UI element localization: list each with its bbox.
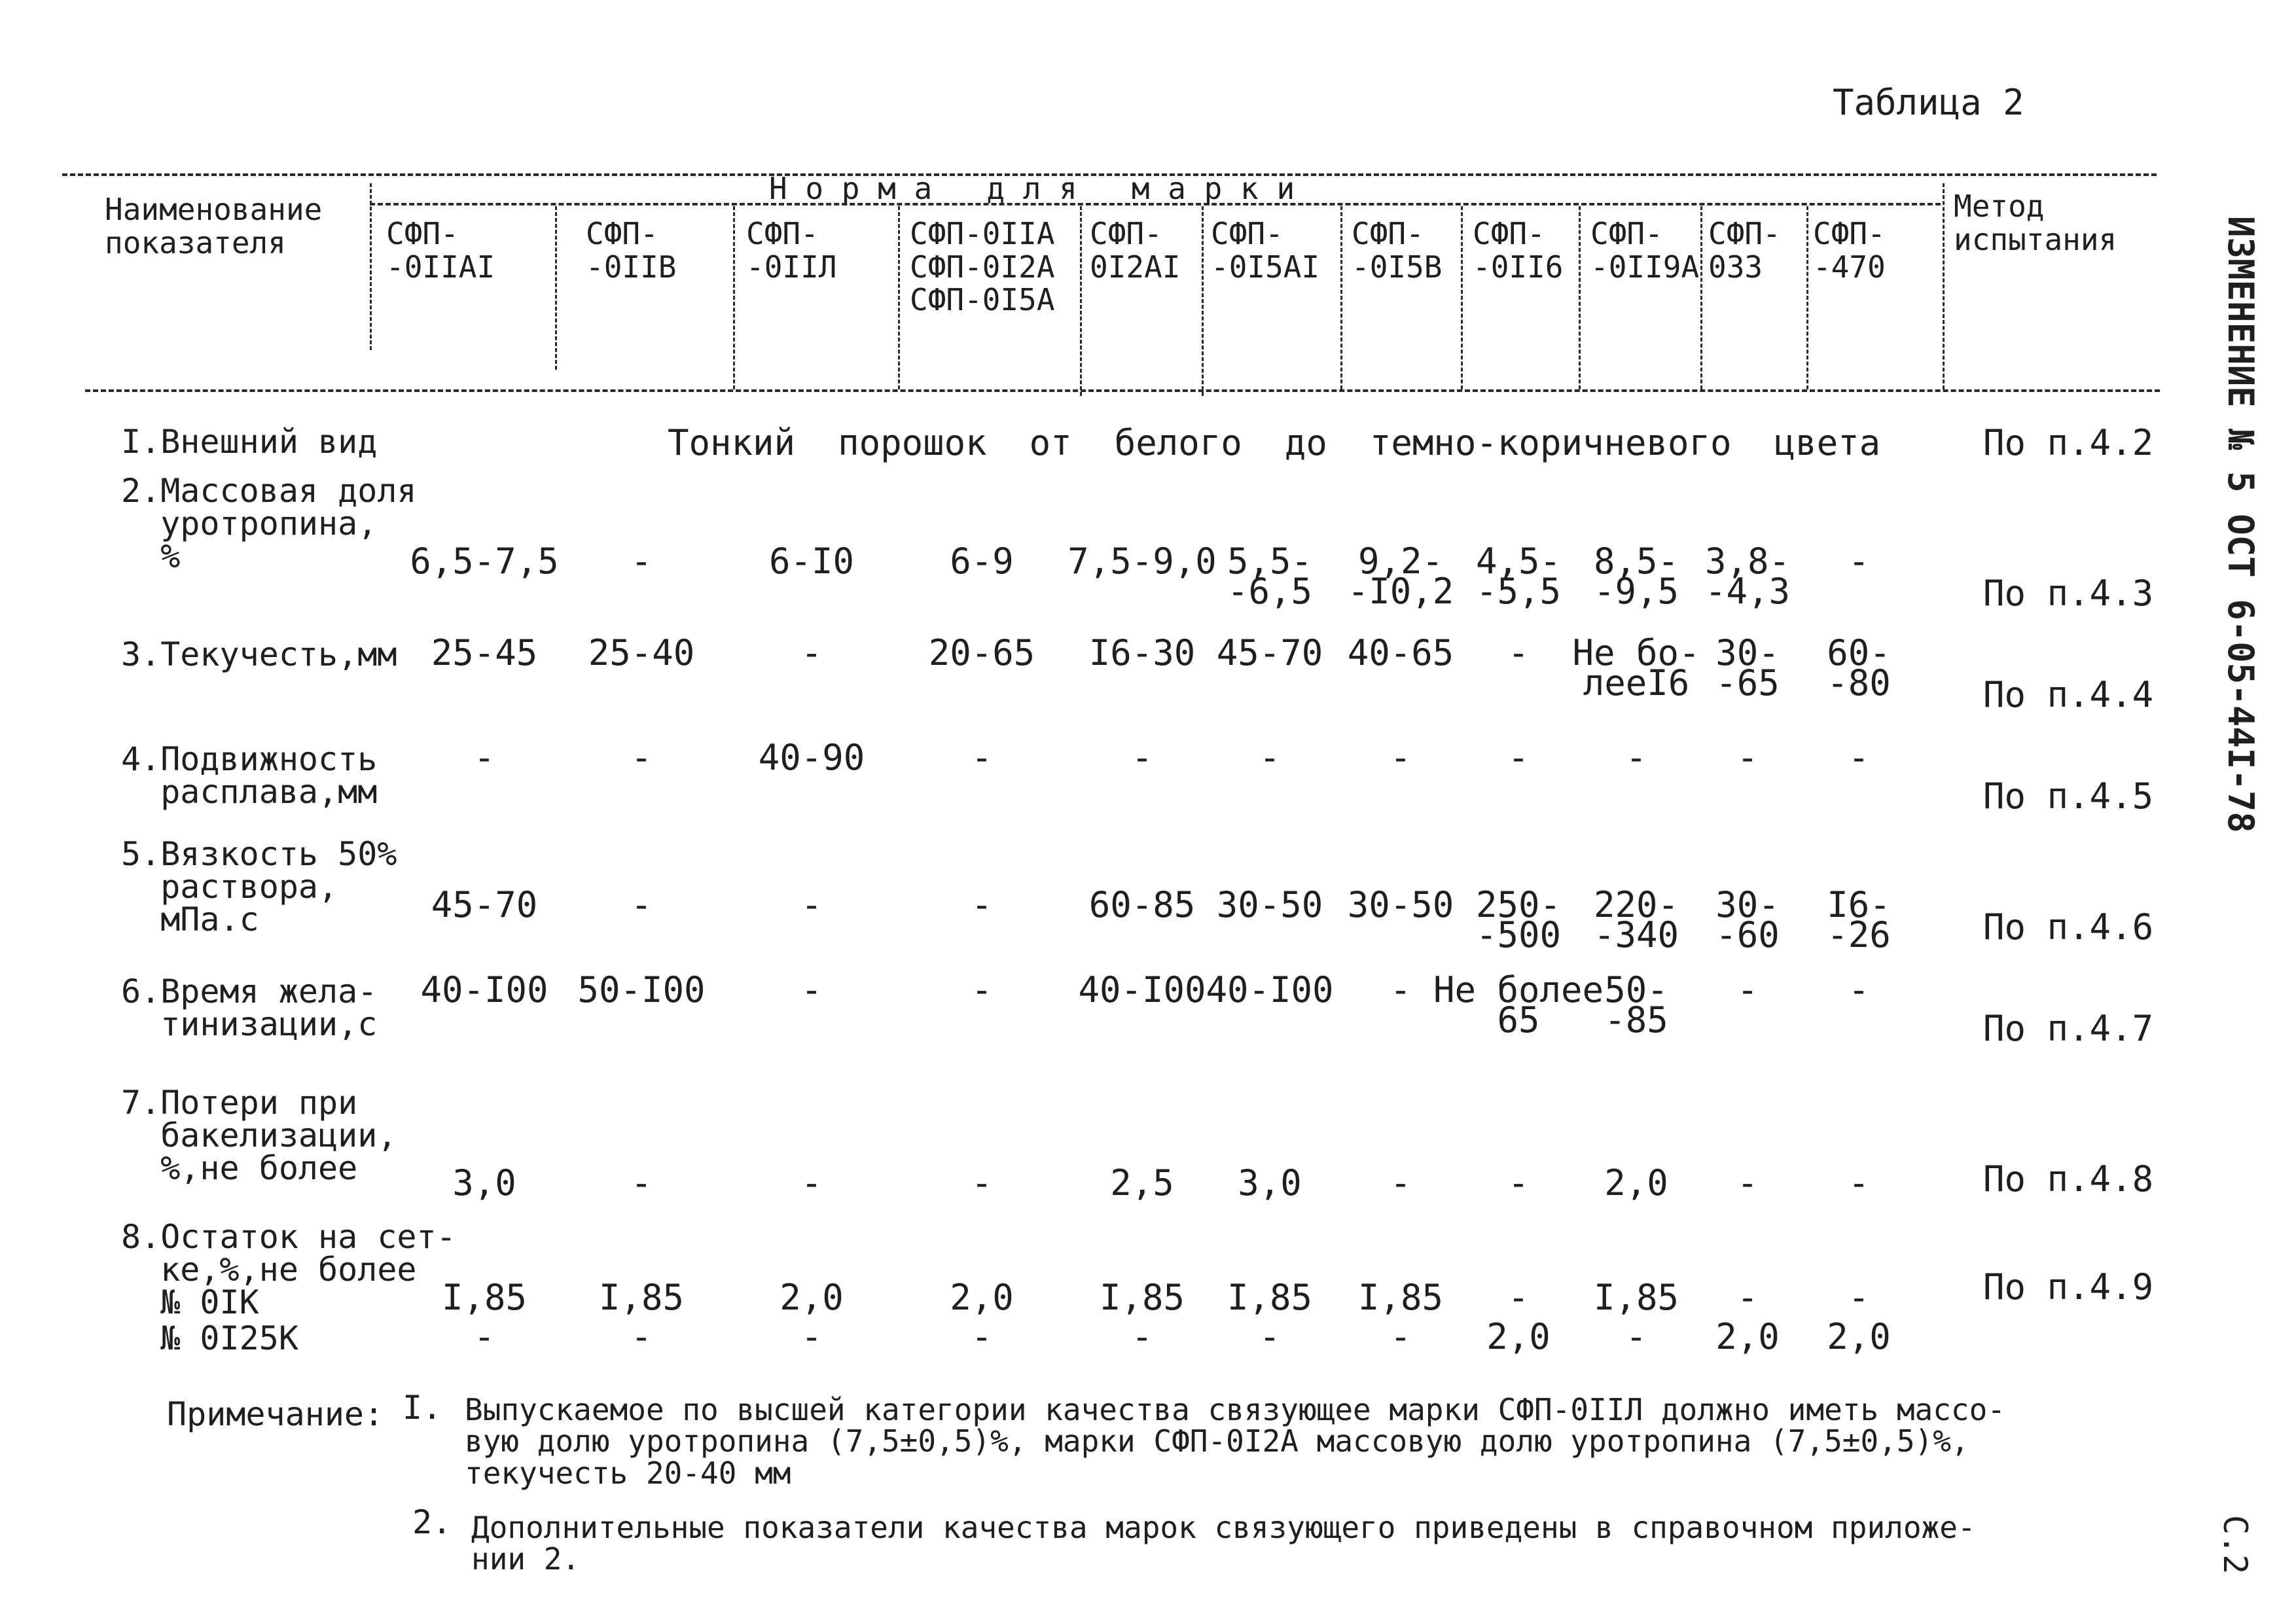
header-bottom-rule	[85, 389, 2160, 392]
table-cell	[1507, 1277, 1530, 1318]
table-cell	[1357, 1277, 1444, 1318]
cell-line: -500	[1475, 914, 1562, 955]
method-cell: По п.4.3	[1983, 573, 2154, 614]
cell-line: -	[1736, 737, 1759, 778]
grade-header-line: 0I2AI	[1090, 249, 1181, 285]
grade-header	[1813, 217, 1886, 283]
cell-line: 50-	[1604, 969, 1668, 1010]
cell-line: -	[800, 1162, 823, 1204]
cell-line: 45-70	[431, 884, 538, 925]
cell-line: 220-	[1593, 884, 1679, 925]
grade-header-line: СФП-	[1590, 216, 1663, 251]
column-divider	[1461, 206, 1463, 389]
grade-header	[586, 217, 676, 283]
grade-header-line: -0I5B	[1352, 249, 1443, 285]
cell-line: -	[1848, 1162, 1870, 1204]
indicator-header: Наименование показателя	[105, 192, 323, 260]
cell-line: -	[971, 737, 993, 778]
table-cell	[800, 884, 823, 925]
cell-line: 25-40	[588, 632, 695, 673]
cell-line: -	[473, 737, 495, 778]
cell-line: 30-	[1715, 632, 1780, 673]
cell-line: 40-I00	[420, 969, 548, 1010]
table-cell	[800, 969, 823, 1010]
method-cell: По п.4.5	[1983, 776, 2154, 817]
cell-line: -	[800, 884, 823, 925]
cell-line: 2,0	[1715, 1316, 1780, 1357]
grade-header-line: СФП-	[1813, 216, 1886, 251]
grade-header-line: -0II9A	[1590, 249, 1700, 285]
table-cell	[1704, 541, 1791, 612]
table-cell	[1486, 1316, 1551, 1357]
table-cell	[1848, 969, 1870, 1010]
table-cell	[1390, 1162, 1412, 1204]
table-cell	[1848, 737, 1870, 778]
cell-line: -85	[1604, 999, 1668, 1041]
table-cell	[800, 632, 823, 673]
cell-line: -6,5	[1227, 570, 1313, 612]
cell-line: 8,5-	[1593, 541, 1679, 582]
cell-line: -65	[1715, 662, 1780, 704]
table-cell	[928, 632, 1035, 673]
cell-line: 2,0	[780, 1277, 844, 1318]
grade-header-line: СФП-	[1352, 216, 1424, 251]
table-cell	[800, 1162, 823, 1204]
cell-line: 40-I00	[1078, 969, 1206, 1010]
table-cell	[1227, 1277, 1313, 1318]
table-cell	[758, 737, 865, 778]
table-cell	[1507, 1162, 1530, 1204]
cell-line: 9,2-	[1357, 541, 1444, 582]
table-cell	[420, 969, 548, 1010]
method-cell: По п.4.2	[1983, 422, 2154, 463]
row-label: 7.Потери при бакелизации, %,не более	[121, 1084, 397, 1187]
table-cell	[452, 1162, 516, 1204]
table-cell	[1736, 737, 1759, 778]
table-cell	[950, 1277, 1014, 1318]
cell-line: 50-I00	[577, 969, 706, 1010]
grade-header	[1590, 217, 1699, 283]
cell-line: -	[1390, 969, 1412, 1010]
table-cell	[1067, 541, 1217, 582]
row-label: № 0I25K	[121, 1319, 298, 1357]
cell-line: -	[800, 1316, 823, 1357]
table-cell	[1110, 1162, 1174, 1204]
cell-line: -26	[1827, 914, 1891, 955]
cell-line: 30-	[1715, 884, 1780, 925]
cell-line: 3,8-	[1704, 541, 1791, 582]
table-cell	[1347, 541, 1454, 612]
cell-line: -	[1259, 1316, 1281, 1357]
table-cell	[800, 1316, 823, 1357]
table-cell	[1099, 1277, 1185, 1318]
table-cell	[1593, 884, 1679, 955]
method-cell: По п.4.7	[1983, 1008, 2154, 1049]
table-cell	[971, 1162, 993, 1204]
table-cell	[1827, 884, 1891, 955]
table-cell	[441, 1277, 528, 1318]
cell-line: -	[971, 1316, 993, 1357]
row-span-value: Тонкий порошок от белого до темно-коричневого цвета	[668, 422, 1881, 463]
table-cell	[1736, 969, 1759, 1010]
note-2-text: Дополнительные показатели качества марок связующего приведены в справочном приложе- нии 2.	[471, 1510, 1976, 1577]
table-cell	[630, 1316, 653, 1357]
cell-line: 30-50	[1347, 884, 1454, 925]
table-cell	[1715, 1316, 1780, 1357]
table-cell	[1604, 969, 1668, 1041]
cell-line: -	[1848, 969, 1870, 1010]
method-cell: По п.4.6	[1983, 906, 2154, 948]
table-cell	[1088, 884, 1196, 925]
column-divider	[1080, 206, 1082, 396]
table-cell	[1390, 737, 1412, 778]
cell-line: -	[1390, 1162, 1412, 1204]
cell-line: -9,5	[1593, 570, 1679, 612]
table-cell	[971, 1316, 993, 1357]
table-cell	[780, 1277, 844, 1318]
cell-line: 6,5-7,5	[410, 541, 559, 582]
cell-line: -	[1625, 1316, 1647, 1357]
cell-line: -5,5	[1475, 570, 1562, 612]
cell-line: -	[1131, 737, 1153, 778]
table-cell	[431, 632, 538, 673]
table-cell	[1347, 632, 1454, 673]
cell-line: I,85	[598, 1277, 685, 1318]
table-cell	[431, 884, 538, 925]
table-cell	[768, 541, 855, 582]
table-cell	[473, 1316, 495, 1357]
grade-header-line: СФП-	[386, 216, 459, 251]
cell-line: -	[1259, 737, 1281, 778]
row-label: 4.Подвижность расплава,мм	[121, 740, 378, 811]
table-cell	[1131, 1316, 1153, 1357]
table-cell	[1572, 632, 1700, 704]
cell-line: 65	[1497, 999, 1540, 1041]
column-divider	[370, 183, 372, 350]
cell-line: 2,0	[1604, 1162, 1668, 1204]
table-cell	[1715, 632, 1780, 704]
cell-line: -	[1390, 1316, 1412, 1357]
cell-line: -	[1390, 737, 1412, 778]
column-divider	[1202, 206, 1204, 396]
row-label: 6.Время жела- тинизации,с	[121, 972, 378, 1043]
cell-line: 60-	[1827, 632, 1891, 673]
cell-line: -	[1736, 1277, 1759, 1318]
cell-line: -	[1848, 1277, 1870, 1318]
cell-line: 2,0	[1486, 1316, 1551, 1357]
table-cell	[1604, 1162, 1668, 1204]
cell-line: 7,5-9,0	[1067, 541, 1217, 582]
cell-line: 250-	[1475, 884, 1562, 925]
table-cell	[1625, 1316, 1647, 1357]
grade-header-line: СФП-	[1473, 216, 1545, 251]
table-cell	[1216, 632, 1323, 673]
grade-header-line: -0II6	[1473, 249, 1564, 285]
cell-line: -	[630, 1162, 653, 1204]
cell-line: -	[971, 884, 993, 925]
table-cell	[1507, 632, 1530, 673]
table-cell	[577, 969, 706, 1010]
cell-line: I6-30	[1088, 632, 1196, 673]
table-cell	[1593, 541, 1679, 612]
grade-header	[1708, 217, 1781, 283]
cell-line: 20-65	[928, 632, 1035, 673]
grade-header	[1211, 217, 1319, 283]
cell-line: 3,0	[1238, 1162, 1302, 1204]
method-cell: По п.4.4	[1983, 674, 2154, 715]
cell-line: 5,5-	[1227, 541, 1313, 582]
grade-header	[1473, 217, 1563, 283]
table-cell	[1390, 969, 1412, 1010]
table-cell	[1259, 1316, 1281, 1357]
grade-header	[1090, 217, 1180, 283]
cell-line: -60	[1715, 914, 1780, 955]
cell-line: 40-90	[758, 737, 865, 778]
table-caption: Таблица 2	[1833, 82, 2024, 123]
side-stamp: ИЗМЕНЕНИЕ № 5 ОСТ 6-05-44I-78	[2220, 216, 2261, 833]
table-cell	[410, 541, 559, 582]
cell-line: I,85	[1593, 1277, 1679, 1318]
grade-header-line: СФП-0IIA	[910, 216, 1055, 251]
cell-line: -	[630, 1316, 653, 1357]
cell-line: -340	[1593, 914, 1679, 955]
method-cell: По п.4.8	[1983, 1158, 2154, 1200]
grade-header-line: СФП-	[1211, 216, 1283, 251]
column-divider	[1806, 206, 1808, 389]
table-cell	[630, 541, 653, 582]
table-cell	[598, 1277, 685, 1318]
table-cell	[971, 969, 993, 1010]
cell-line: -	[971, 969, 993, 1010]
table-cell	[1475, 541, 1562, 612]
grade-header	[746, 217, 836, 283]
table-cell	[630, 737, 653, 778]
cell-line: -	[630, 541, 653, 582]
cell-line: I,85	[1227, 1277, 1313, 1318]
grade-header-line: -0IIAI	[386, 249, 495, 285]
table-cell	[1736, 1162, 1759, 1204]
grade-header-line: -0IIB	[586, 249, 677, 285]
cell-line: Не более	[1433, 969, 1604, 1010]
cell-line: I6-	[1827, 884, 1891, 925]
grade-header	[1352, 217, 1442, 283]
column-divider	[1700, 206, 1702, 389]
cell-line: 45-70	[1216, 632, 1323, 673]
column-divider	[733, 206, 735, 389]
cell-line: -	[1507, 632, 1530, 673]
column-divider	[555, 206, 557, 370]
cell-line: -4,3	[1704, 570, 1791, 612]
row-label: 3.Текучесть,мм	[121, 635, 397, 673]
cell-line: -	[1507, 1277, 1530, 1318]
cell-line: -	[473, 1316, 495, 1357]
table-cell	[1390, 1316, 1412, 1357]
cell-line: I,85	[1357, 1277, 1444, 1318]
grade-header-line: СФП-	[746, 216, 819, 251]
row-label: 5.Вязкость 50% раствора, мПа.с	[121, 835, 397, 938]
table-cell	[1259, 737, 1281, 778]
cell-line: лееI6	[1583, 662, 1690, 704]
grade-header-line: СФП-0I2A	[910, 249, 1055, 285]
note-2-number: 2.	[412, 1503, 452, 1541]
grade-header-line: -0IIЛ	[746, 249, 837, 285]
cell-line: 40-65	[1347, 632, 1454, 673]
cell-line: -	[1131, 1316, 1153, 1357]
cell-line: -	[971, 1162, 993, 1204]
table-cell	[1206, 969, 1334, 1010]
cell-line: -80	[1827, 662, 1891, 704]
cell-line: -	[1507, 1162, 1530, 1204]
row-label: I.Внешний вид	[121, 423, 378, 461]
grade-header-line: СФП-	[586, 216, 658, 251]
grade-header-line: -470	[1813, 249, 1886, 285]
table-cell	[1088, 632, 1196, 673]
cell-line: -	[800, 632, 823, 673]
grade-header-line: -0I5AI	[1211, 249, 1320, 285]
notes-title: Примечание:	[167, 1395, 384, 1433]
table-cell	[1216, 884, 1323, 925]
cell-line: -	[630, 737, 653, 778]
table-cell	[630, 1162, 653, 1204]
column-divider	[1579, 206, 1581, 389]
table-cell	[630, 884, 653, 925]
table-cell	[1593, 1277, 1679, 1318]
cell-line: -	[800, 969, 823, 1010]
table-cell	[1625, 737, 1647, 778]
grade-header-line: СФП-0I5A	[910, 282, 1055, 318]
table-cell	[1347, 884, 1454, 925]
table-cell	[1848, 541, 1870, 582]
cell-line: -	[1848, 541, 1870, 582]
cell-line: 25-45	[431, 632, 538, 673]
table-cell	[1433, 969, 1604, 1041]
page-number: С.2	[2216, 1515, 2254, 1575]
norm-header: Н о р м а д л я м а р к и	[769, 171, 1295, 206]
grade-header-line: СФП-	[1708, 216, 1781, 251]
table-cell	[1507, 737, 1530, 778]
row-label: 8.Остаток на сет- ке,%,не более № 0IK	[121, 1218, 456, 1321]
table-cell	[971, 737, 993, 778]
cell-line: 2,0	[1827, 1316, 1891, 1357]
table-cell	[1848, 1277, 1870, 1318]
table-cell	[1131, 737, 1153, 778]
cell-line: 2,5	[1110, 1162, 1174, 1204]
row-label: 2.Массовая доля уротропина, %	[121, 472, 417, 575]
note-1-number: I.	[403, 1389, 442, 1427]
cell-line: 4,5-	[1475, 541, 1562, 582]
grade-header-line: 033	[1708, 249, 1763, 285]
cell-line: -	[1736, 1162, 1759, 1204]
table-cell	[950, 541, 1014, 582]
cell-line: Не бо-	[1572, 632, 1700, 673]
table-cell	[1475, 884, 1562, 955]
column-divider	[1340, 206, 1342, 389]
table-cell	[1715, 884, 1780, 955]
cell-line: 3,0	[452, 1162, 516, 1204]
cell-line: -	[1625, 737, 1647, 778]
grade-header	[910, 217, 1055, 317]
cell-line: I,85	[441, 1277, 528, 1318]
table-cell	[1238, 1162, 1302, 1204]
table-cell	[1848, 1162, 1870, 1204]
cell-line: 2,0	[950, 1277, 1014, 1318]
cell-line: 30-50	[1216, 884, 1323, 925]
grade-header-line: СФП-	[1090, 216, 1162, 251]
note-1-text: Выпускаемое по высшей категории качества связующее марки СФП-0IIЛ должно иметь массо- вую долю уротропина (7,5±0,5)%, марки СФП-0I2A массовую долю уротропина (7,5±0,5)%, текучесть 20-40 мм	[465, 1392, 2006, 1491]
cell-line: I,85	[1099, 1277, 1185, 1318]
table-cell	[473, 737, 495, 778]
table-cell	[588, 632, 695, 673]
column-divider	[898, 206, 900, 389]
cell-line: -	[1507, 737, 1530, 778]
cell-line: -	[630, 884, 653, 925]
method-cell: По п.4.9	[1983, 1266, 2154, 1308]
cell-line: -	[1848, 737, 1870, 778]
method-header: Метод испытания	[1954, 188, 2117, 257]
table-cell	[1827, 632, 1891, 704]
column-divider	[1943, 183, 1945, 389]
cell-line: 60-85	[1088, 884, 1196, 925]
grade-header	[386, 217, 495, 283]
cell-line: -	[1736, 969, 1759, 1010]
table-cell	[1078, 969, 1206, 1010]
table-cell	[1827, 1316, 1891, 1357]
cell-line: 40-I00	[1206, 969, 1334, 1010]
cell-line: 6-I0	[768, 541, 855, 582]
table-cell	[971, 884, 993, 925]
cell-line: 6-9	[950, 541, 1014, 582]
table-cell	[1227, 541, 1313, 612]
table-cell	[1736, 1277, 1759, 1318]
cell-line: -I0,2	[1347, 570, 1454, 612]
